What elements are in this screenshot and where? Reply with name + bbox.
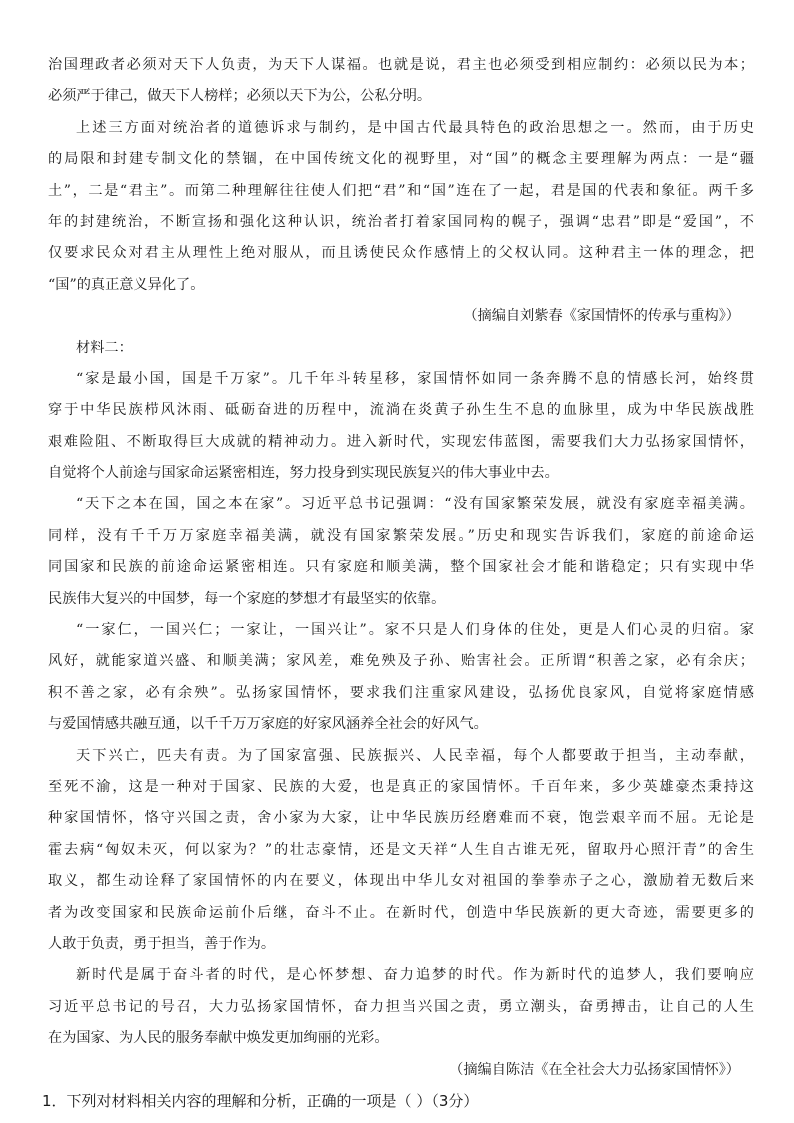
text-line: 治国理政者必须对天下人负责，为天下人谋福。也就是说，君主也必须受到相应制约：必须以民为本； xyxy=(48,57,754,73)
text-line: “国”的真正意义异化了。 xyxy=(48,276,205,293)
text-line: 上述三方面对统治者的道德诉求与制约，是中国古代最具特色的政治思想之一。然而，由于历史 xyxy=(76,119,754,136)
material-2-heading: 材料二： xyxy=(76,339,133,356)
text-line: 同样，没有千千万万家庭幸福美满，就没有国家繁荣发展。”历史和现实告诉我们，家庭的前途命运 xyxy=(48,527,754,544)
text-line: 土”，二是“君主”。而第二种理解往往使人们把“君”和“国”连在了一起，君是国的代表和象征。两千多 xyxy=(48,182,754,199)
text-line: 者为改变国家和民族命运前仆后继，奋斗不止。在新时代，创造中华民族新的更大奇迹，需要更多的 xyxy=(48,904,754,921)
text-line: 种家国情怀，恪守兴国之责，舍小家为大家，让中华民族历经磨难而不衰，饱尝艰辛而不屈。无论是 xyxy=(48,810,754,827)
question-1: 1．下列对材料相关内容的理解和分析，正确的一项是（ ）（3分） xyxy=(42,1091,479,1110)
text-line: 风好，就能家道兴盛、和顺美满；家风差，难免殃及子孙、贻害社会。正所谓“积善之家，必有余庆； xyxy=(48,653,754,670)
paragraph-1 xyxy=(48,50,754,113)
text-line: 人敢于负责，勇于担当，善于作为。 xyxy=(48,935,276,952)
text-line: 天下兴亡，匹夫有责。为了国家富强、民族振兴、人民幸福，每个人都要敢于担当，主动奉献， xyxy=(76,747,754,764)
paragraph-4 xyxy=(48,489,754,615)
text-line: 民族伟大复兴的中国梦，每一个家庭的梦想才有最坚实的依靠。 xyxy=(48,590,446,607)
text-line: “家是最小国，国是千万家”。几千年斗转星移，家国情怀如同一条奔腾不息的情感长河，始终贯 xyxy=(76,370,754,387)
text-line: 自觉将个人前途与国家命运紧密相连，努力投身到实现民族复兴的伟大事业中去。 xyxy=(48,465,559,482)
text-line: “一家仁，一国兴仁；一家让，一国兴让”。家不只是人们身体的住处，更是人们心灵的归宿。家 xyxy=(76,622,754,639)
text-line: 同国家和民族的前途命运紧密相连。只有家庭和顺美满，整个国家社会才能和谐稳定；只有实现中华 xyxy=(48,559,754,576)
paragraph-3 xyxy=(48,364,754,490)
text-line: 艰难险阻、不断取得巨大成就的精神动力。进入新时代，实现宏伟蓝图，需要我们大力弘扬家国情怀， xyxy=(48,433,754,450)
source-citation-2: （摘编自陈洁《在全社会大力弘扬家国情怀》） xyxy=(449,1061,740,1078)
text-line: 年的封建统治，不断宣扬和强化这种认识，统治者打着家国同构的幌子，强调“忠君”即是“爱国”，不 xyxy=(48,213,754,230)
paragraph-6 xyxy=(48,741,754,961)
text-line: 取义，都生动诠释了家国情怀的内在要义，体现出中华儿女对祖国的拳拳赤子之心，激励着无数后来 xyxy=(48,873,754,890)
text-line: 在为国家、为人民的服务奉献中焕发更加绚丽的光彩。 xyxy=(48,1030,389,1047)
document-body xyxy=(42,50,754,1117)
text-line: 的局限和封建专制文化的禁锢，在中国传统文化的视野里，对“国”的概念主要理解为两点：一是“疆 xyxy=(48,151,754,168)
paragraph-2 xyxy=(48,113,754,301)
text-line: 积不善之家，必有余殃”。弘扬家国情怀，要求我们注重家风建设，弘扬优良家风，自觉将家庭情感 xyxy=(48,684,754,701)
paragraph-7 xyxy=(48,960,754,1054)
text-line: 新时代是属于奋斗者的时代，是心怀梦想、奋力追梦的时代。作为新时代的追梦人，我们要响应 xyxy=(76,967,754,984)
source-citation-1: （摘编自刘紫春《家国情怀的传承与重构》） xyxy=(463,308,740,325)
text-line: 霍去病“匈奴未灭，何以家为？”的壮志豪情，还是文天祥“人生自古谁无死，留取丹心照汗青”的舍生 xyxy=(48,841,754,858)
text-line: 至死不渝，这是一种对于国家、民族的大爱，也是真正的家国情怀。千百年来，多少英雄豪杰秉持这 xyxy=(48,778,754,795)
text-line: 仅要求民众对君主从理性上绝对服从，而且诱使民众作感情上的父权认同。这种君主一体的理念，把 xyxy=(48,245,754,262)
text-line: 必须严于律己，做天下人榜样；必须以天下为公，公私分明。 xyxy=(48,88,432,105)
text-line: 习近平总书记的号召，大力弘扬家国情怀，奋力担当兴国之责，勇立潮头，奋勇搏击，让自己的人生 xyxy=(48,998,754,1015)
text-line: “天下之本在国，国之本在家”。习近平总书记强调：“没有国家繁荣发展，就没有家庭幸福美满。 xyxy=(76,496,754,513)
text-line: 穿于中华民族栉风沐雨、砥砺奋进的历程中，流淌在炎黄子孙生生不息的血脉里，成为中华民族战胜 xyxy=(48,402,754,419)
paragraph-5 xyxy=(48,615,754,741)
text-line: 与爱国情感共融互通，以千千万万家庭的好家风涵养全社会的好风气。 xyxy=(48,716,488,733)
